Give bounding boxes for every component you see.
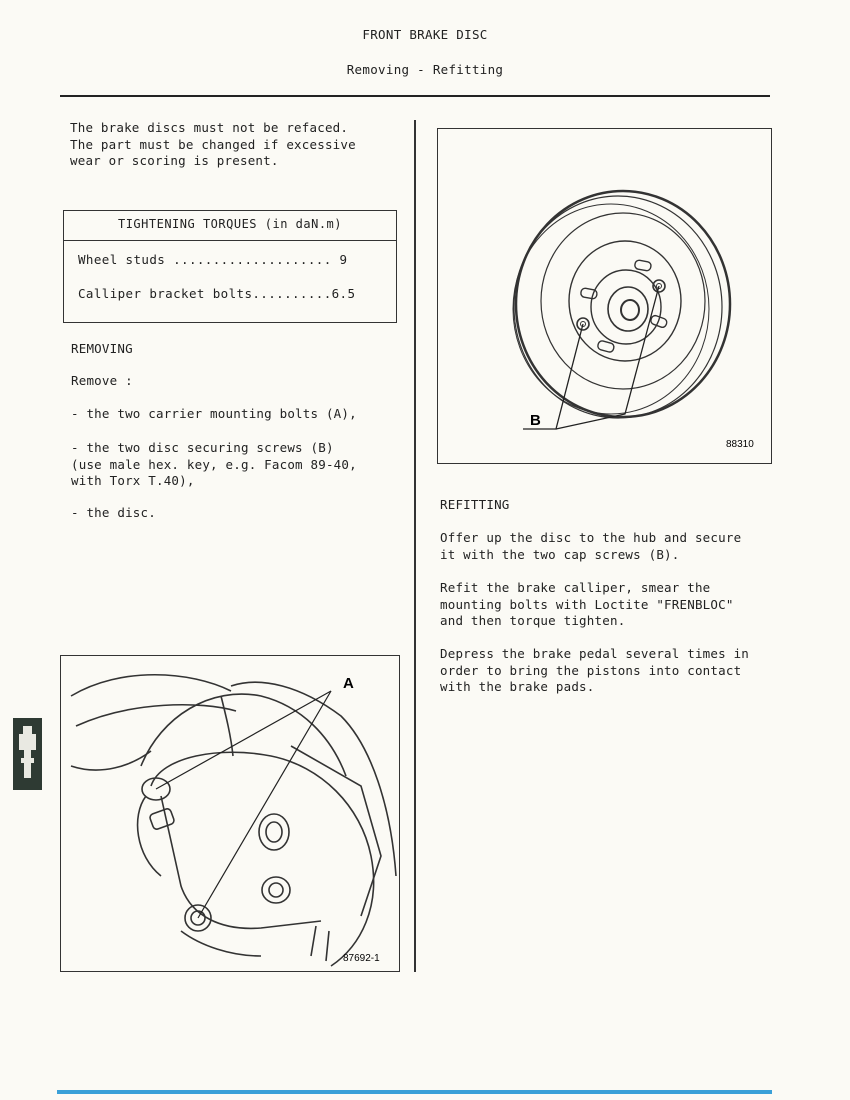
disc-illustration: [438, 129, 771, 463]
header-rule: [60, 95, 770, 97]
footer-rule: [57, 1090, 772, 1094]
removing-lead: Remove :: [71, 373, 133, 388]
torque-row-wheel-studs: Wheel studs .................... 9: [78, 252, 348, 267]
intro-text: The brake discs must not be refaced. The part must be changed if excessive wear or scoring is present.: [70, 120, 356, 168]
refitting-paragraph: Depress the brake pedal several times in order to bring the pistons into contact with the brake pads.: [440, 646, 750, 694]
removing-step: - the disc.: [71, 505, 156, 520]
disc-figure: [437, 128, 772, 464]
refitting-paragraph: Offer up the disc to the hub and secure it with the two cap screws (B).: [440, 530, 742, 562]
section-side-tab: [13, 718, 42, 790]
disc-figure-number: 88310: [726, 439, 754, 450]
caliper-illustration: [61, 656, 399, 971]
removing-step: - the two carrier mounting bolts (A),: [71, 406, 357, 421]
page-subtitle: Removing - Refitting: [346, 62, 504, 77]
torque-table-divider: [64, 240, 396, 241]
removing-heading: REMOVING: [71, 341, 133, 356]
caliper-figure-number: 87692-1: [343, 953, 380, 964]
column-divider: [414, 120, 416, 972]
disc-callout-label: B: [530, 412, 541, 429]
refitting-heading: REFITTING: [440, 497, 510, 512]
refitting-paragraph: Refit the brake calliper, smear the mounting bolts with Loctite "FRENBLOC" and then torque tighten.: [440, 580, 734, 628]
torque-row-calliper-bolts: Calliper bracket bolts..........6.5: [78, 286, 356, 301]
torque-table-title: TIGHTENING TORQUES (in daN.m): [117, 217, 342, 231]
removing-step: - the two disc securing screws (B) (use male hex. key, e.g. Facom 89-40, with Torx T.40),: [71, 440, 357, 488]
caliper-callout-label: A: [343, 675, 354, 692]
page-title: FRONT BRAKE DISC: [362, 27, 488, 42]
caliper-figure: [60, 655, 400, 972]
torque-table: [63, 210, 397, 323]
brake-caliper-icon: [13, 718, 42, 790]
